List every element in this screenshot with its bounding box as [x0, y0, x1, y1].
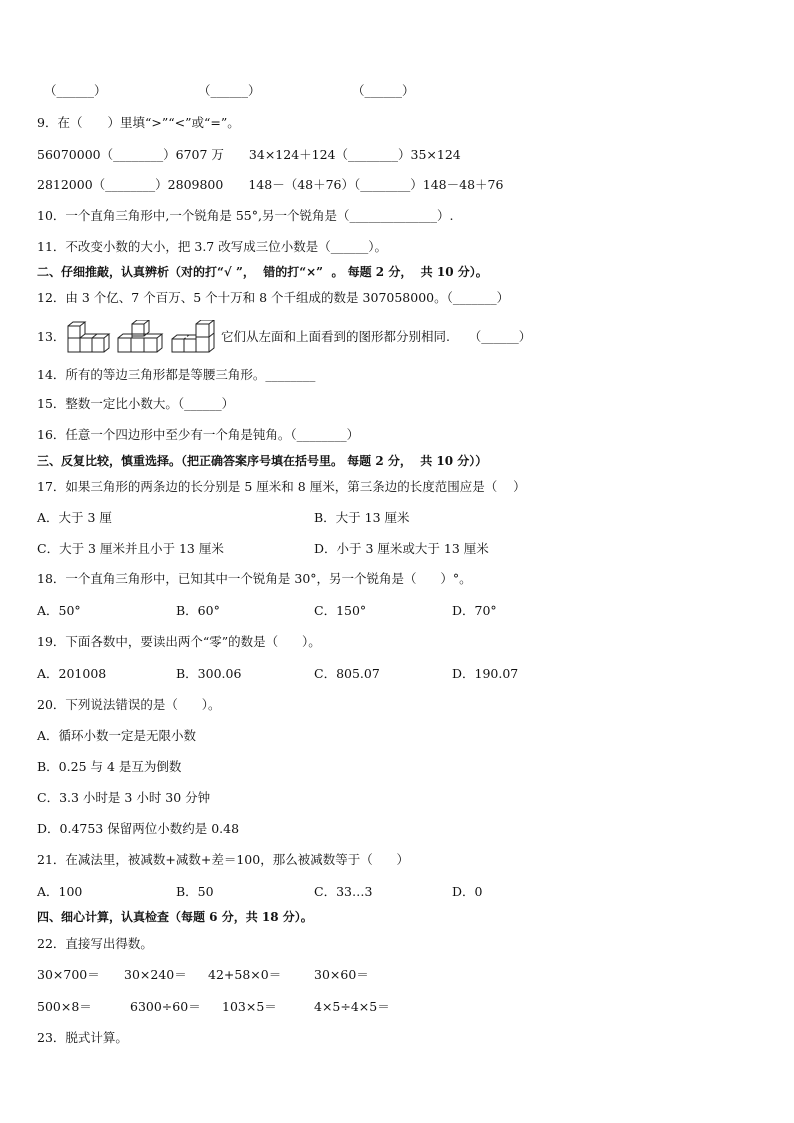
cube-figure-2-cube-b — [131, 338, 144, 352]
question-23: 23．脱式计算。 — [37, 1030, 128, 1045]
cube-figure-3-top-face — [196, 324, 209, 337]
answer-blank-3: （______） — [352, 83, 415, 98]
question-16: 16．任意一个四边形中至少有一个角是钝角。（________） — [37, 427, 360, 442]
section-3-heading: 三、反复比较，慎重选择。（把正确答案序号填在括号里。 每题 2 分， 共 10 分）） — [37, 454, 488, 468]
question-19-option-b: B．300.06 — [176, 666, 242, 681]
question-19-option-c: C．805.07 — [314, 666, 380, 681]
cube-figure-3-cube-c — [196, 337, 209, 352]
calc-2-2: 6300÷60＝ — [130, 999, 201, 1014]
cube-figure-1-top-edge — [68, 322, 85, 326]
cube-figure-3-cube-b — [184, 339, 196, 352]
calc-1-3: 42+58×0＝ — [208, 967, 282, 982]
question-17-option-a: A．大于 3 厘 — [37, 510, 112, 525]
cube-figure-2-cube-c — [144, 338, 157, 352]
question-15: 15．整数一定比小数大。（______） — [37, 396, 235, 411]
question-22-stem: 22．直接写出得数。 — [37, 936, 153, 951]
question-21-stem: 21．在减法里，被减数+减数+差＝100，那么被减数等于（ ） — [37, 852, 410, 867]
cube-figure-3-top-edge — [196, 320, 214, 324]
question-19-option-a: A．201008 — [37, 666, 107, 681]
calc-2-4: 4×5÷4×5＝ — [314, 999, 390, 1014]
calc-1-1: 30×700＝ — [37, 967, 100, 982]
cube-figure-2-row-side — [157, 334, 162, 352]
question-11: 11．不改变小数的大小，把 3.7 改写成三位小数是（______）。 — [37, 239, 387, 254]
question-20-option-a: A．循环小数一定是无限小数 — [37, 728, 197, 743]
calc-2-3: 103×5＝ — [222, 999, 277, 1014]
question-17-option-d: D．小于 3 厘米或大于 13 厘米 — [314, 541, 489, 556]
question-14: 14．所有的等边三角形都是等腰三角形。________ — [37, 367, 316, 382]
question-20-option-b: B．0.25 与 4 是互为倒数 — [37, 759, 182, 774]
question-13-text: 它们从左面和上面看到的图形都分别相同. （______） — [221, 329, 532, 344]
cube-figure-1-top-face — [68, 326, 80, 338]
question-13-number: 13． — [37, 329, 66, 344]
calc-1-4: 30×60＝ — [314, 967, 369, 982]
question-18-option-b: B．60° — [176, 603, 220, 618]
question-21-option-b: B．50 — [176, 884, 214, 899]
question-19-stem: 19．下面各数中，要读出两个“零”的数是（ ）。 — [37, 634, 321, 649]
answer-blank-2: （______） — [198, 83, 261, 98]
cube-figure-3-cube-a — [172, 339, 184, 352]
section-2-heading: 二、仔细推敲，认真辨析（对的打“√ ”， 错的打“×” 。 每题 2 分， 共 10 分）。 — [37, 265, 488, 279]
cube-figure-2-top-edge — [132, 320, 149, 324]
question-17-stem: 17．如果三角形的两条边的长分别是 5 厘米和 8 厘米，第三条边的长度范围应是（ ） — [37, 479, 526, 494]
cube-figures-image — [66, 320, 224, 356]
cube-figure-1-cube-c — [92, 338, 104, 352]
question-17-option-b: B．大于 13 厘米 — [314, 510, 410, 525]
question-10: 10．一个直角三角形中,一个锐角是 55°,另一个锐角是（______________）. — [37, 208, 454, 223]
cube-figure-1-cube-a — [68, 338, 80, 352]
question-12: 12．由 3 个亿、7 个百万、5 个十万和 8 个千组成的数是 307058000。（_______） — [37, 290, 510, 305]
question-9-row-2: 2812000（________）2809800 148－（48＋76）（________）148－48＋76 — [37, 177, 504, 192]
cube-figure-3-hidden-edge — [184, 335, 189, 339]
question-21-option-d: D．0 — [452, 884, 483, 899]
question-18-option-c: C．150° — [314, 603, 367, 618]
section-4-heading: 四、细心计算，认真检查（每题 6 分，共 18 分）。 — [37, 910, 313, 924]
question-9-stem: 9．在（ ）里填“>”“<”或“=”。 — [37, 115, 240, 130]
question-20-option-d: D．0.4753 保留两位小数约是 0.48 — [37, 821, 240, 836]
calc-1-2: 30×240＝ — [124, 967, 187, 982]
cube-figure-1-row-side — [104, 334, 109, 352]
cube-figure-1-cube-b — [80, 338, 92, 352]
question-19-option-d: D．190.07 — [452, 666, 519, 681]
question-18-option-a: A．50° — [37, 603, 81, 618]
question-21-option-a: A．100 — [37, 884, 83, 899]
question-17-option-c: C．大于 3 厘米并且小于 13 厘米 — [37, 541, 224, 556]
question-21-option-c: C．33…3 — [314, 884, 373, 899]
question-20-option-c: C．3.3 小时是 3 小时 30 分钟 — [37, 790, 211, 805]
cube-figures — [66, 320, 224, 356]
answer-blank-1: （______） — [44, 83, 107, 98]
question-9-row-1: 56070000（________）6707 万 34×124＋124（________）35×124 — [37, 147, 461, 162]
cube-figure-2-cube-a — [118, 338, 131, 352]
question-18-option-d: D．70° — [452, 603, 497, 618]
question-18-stem: 18．一个直角三角形中，已知其中一个锐角是 30°，另一个锐角是（ ）°。 — [37, 571, 472, 586]
cube-figure-1-row-divider — [92, 334, 97, 338]
question-20-stem: 20．下列说法错误的是（ ）。 — [37, 697, 221, 712]
calc-2-1: 500×8＝ — [37, 999, 92, 1014]
